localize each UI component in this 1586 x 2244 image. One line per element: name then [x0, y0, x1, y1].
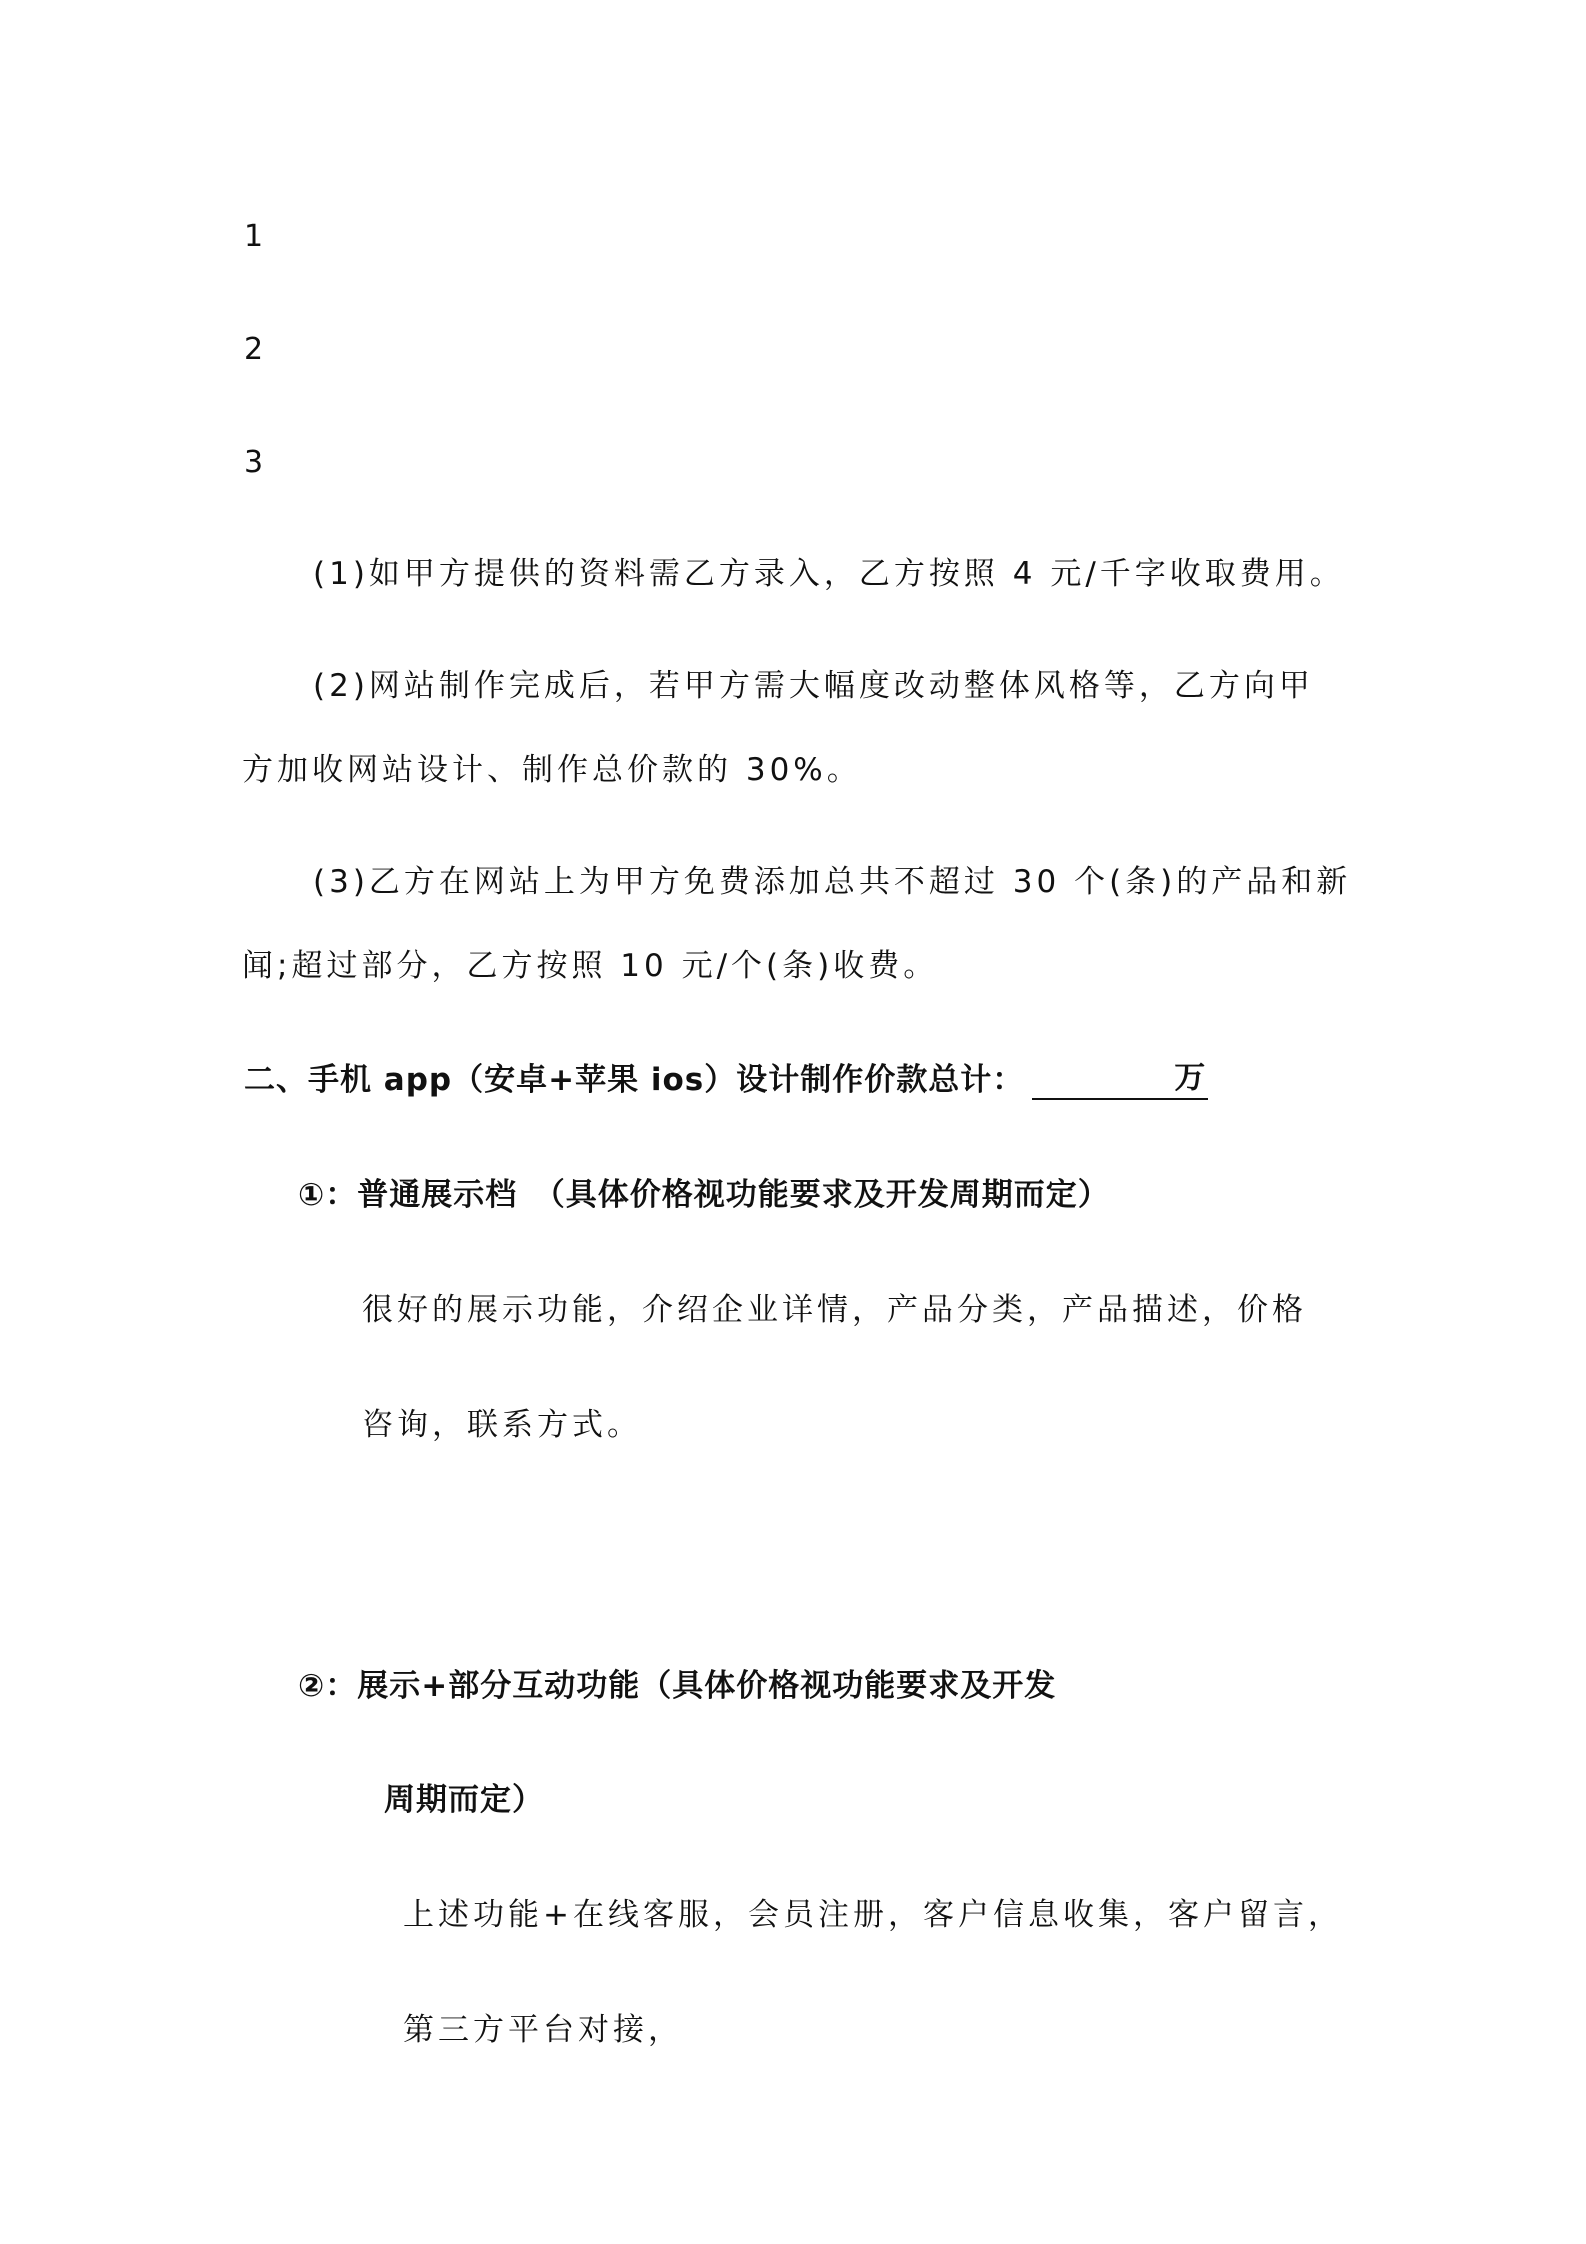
option-1-desc-line-1: 很好的展示功能，介绍企业详情，产品分类，产品描述，价格	[362, 1292, 1307, 1328]
clause-2-line-1: (2)网站制作完成后，若甲方需大幅度改动整体风格等，乙方向甲	[313, 668, 1314, 704]
price-blank-field	[1032, 1058, 1208, 1100]
clause-3-line-2: 闻;超过部分，乙方按照 10 元/个(条)收费。	[242, 948, 939, 984]
list-number-3: 3	[244, 445, 264, 480]
section-2-heading	[244, 1058, 1208, 1100]
unit-label: 万	[1174, 1060, 1207, 1096]
clause-1: (1)如甲方提供的资料需乙方录入，乙方按照 4 元/千字收取费用。	[313, 556, 1345, 592]
list-number-1: 1	[244, 219, 264, 254]
option-2-desc-line-1: 上述功能+在线客服，会员注册，客户信息收集，客户留言，	[403, 1897, 1343, 1933]
option-1-title: ①：普通展示档 （具体价格视功能要求及开发周期而定）	[298, 1177, 1110, 1213]
option-2-title-line-1: ②：展示+部分互动功能（具体价格视功能要求及开发	[298, 1668, 1057, 1704]
option-1-desc-line-2: 咨询，联系方式。	[362, 1407, 642, 1443]
clause-2-line-2: 方加收网站设计、制作总价款的 30%。	[242, 752, 862, 788]
option-2-desc-line-2: 第三方平台对接，	[403, 2012, 683, 2048]
list-number-2: 2	[244, 332, 264, 367]
clause-3-line-1: (3)乙方在网站上为甲方免费添加总共不超过 30 个(条)的产品和新	[313, 864, 1352, 900]
section-2-heading-text: 二、手机 app（安卓+苹果 ios）设计制作价款总计：	[244, 1062, 1025, 1098]
option-2-title-line-2: 周期而定）	[384, 1782, 544, 1818]
